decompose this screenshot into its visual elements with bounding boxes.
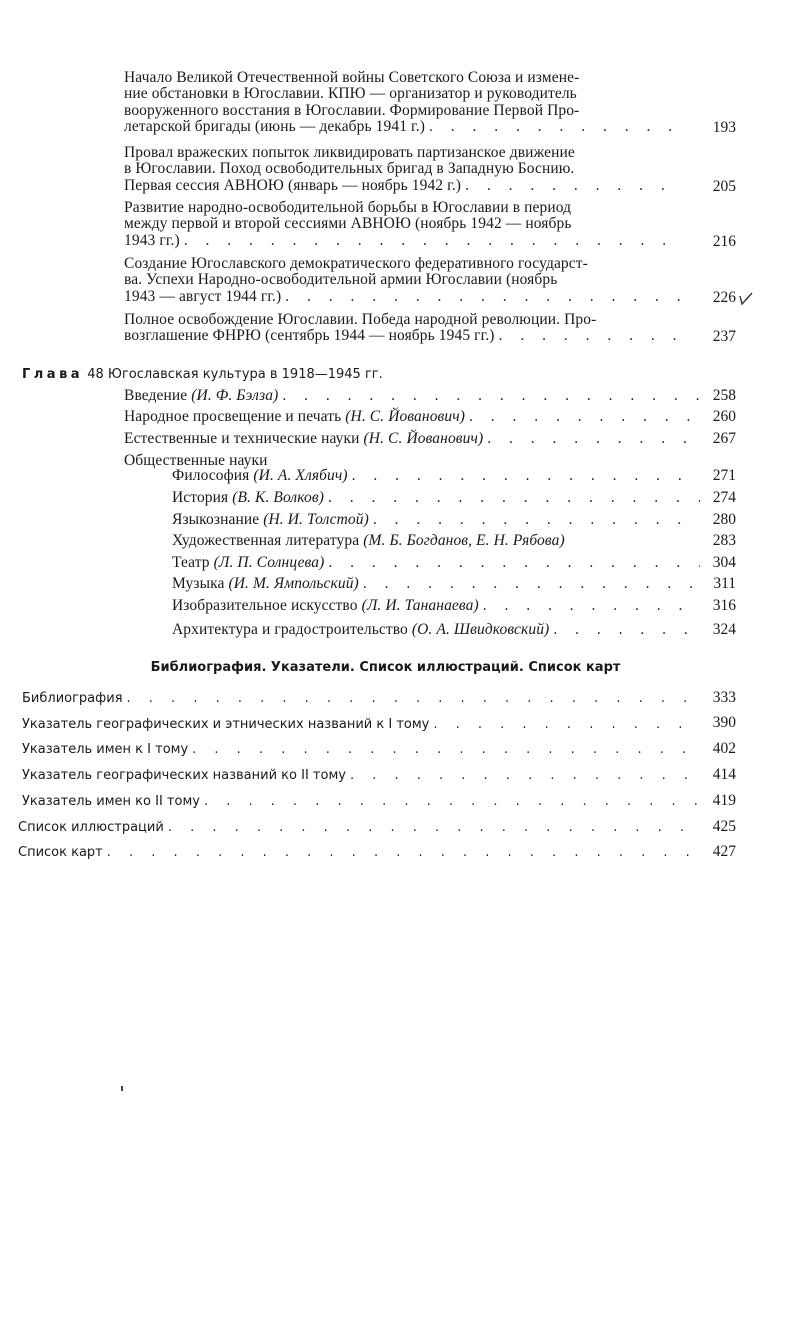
page-number: 258 bbox=[712, 387, 736, 404]
toc-entry bbox=[172, 489, 704, 507]
toc-entry bbox=[172, 621, 704, 639]
page-number: 414 bbox=[712, 766, 736, 783]
page-number: 237 bbox=[712, 328, 736, 345]
entry-title: Список иллюстраций bbox=[18, 820, 164, 835]
leader-dots bbox=[373, 511, 700, 529]
entry-title: Художественная литература bbox=[172, 532, 360, 549]
entry-title: Указатель имен ко II тому bbox=[22, 794, 200, 809]
page-number: 280 bbox=[712, 511, 736, 528]
toc-entry bbox=[172, 467, 704, 485]
leader-dots bbox=[328, 489, 700, 507]
toc-entry bbox=[22, 691, 704, 706]
toc-entry bbox=[124, 408, 704, 426]
leader-dots bbox=[352, 467, 700, 485]
toc-entry-line: вооруженного восстания в Югославии. Формирование Первой Про- bbox=[124, 101, 580, 119]
page-number: 402 bbox=[712, 740, 736, 757]
page-number: 316 bbox=[712, 597, 736, 614]
page-number: 419 bbox=[712, 792, 736, 809]
page-number: 427 bbox=[712, 843, 736, 860]
leader-dots bbox=[107, 845, 700, 860]
leader-dots bbox=[328, 554, 700, 572]
entry-title: Указатель географических названий ко II тому bbox=[22, 768, 346, 783]
toc-entry-line: ва. Успехи Народно-освободительной армии Югославии (ноябрь bbox=[124, 271, 558, 289]
entry-author: (О. А. Швидковский) bbox=[411, 621, 550, 638]
leader-dots bbox=[192, 742, 700, 757]
entry-author: (Н. И. Толстой) bbox=[263, 511, 369, 528]
leader-dots bbox=[363, 575, 700, 593]
toc-entry bbox=[18, 820, 704, 835]
chapter-label: Глава bbox=[22, 367, 84, 382]
toc-entry bbox=[172, 575, 704, 593]
page-number: 205 bbox=[712, 178, 736, 195]
page-number: 425 bbox=[712, 818, 736, 835]
entry-author: (И. А. Хлябич) bbox=[253, 467, 348, 484]
chapter-title: Югославская культура в 1918—1945 гг. bbox=[107, 367, 383, 382]
toc-entry-line: ние обстановки в Югославии. КПЮ — организатор и руководитель bbox=[124, 85, 577, 103]
entry-title: Указатель географических и этнических названий к I тому bbox=[22, 717, 430, 732]
toc-entry bbox=[22, 794, 704, 809]
entry-title: Библиография bbox=[22, 691, 123, 706]
leader-dots bbox=[285, 289, 680, 305]
leader-dots bbox=[168, 820, 700, 835]
toc-entry bbox=[22, 717, 704, 732]
entry-title: Языкознание bbox=[172, 511, 260, 528]
entry-author: (Н. С. Йованович) bbox=[345, 408, 465, 425]
leader-dots bbox=[487, 430, 700, 448]
toc-entry bbox=[18, 845, 704, 860]
page-number: 216 bbox=[712, 233, 736, 250]
leader-dots bbox=[282, 387, 700, 405]
toc-entry-line: между первой и второй сессиями АВНОЮ (ноябрь 1942 — ноябрь bbox=[124, 215, 572, 233]
toc-entry bbox=[22, 768, 704, 783]
entry-title: Музыка bbox=[172, 575, 225, 592]
leader-dots bbox=[483, 597, 700, 615]
chapter-heading bbox=[22, 367, 383, 382]
toc-entry-line: возглашение ФНРЮ (сентябрь 1944 — ноябрь 1945 гг.) bbox=[124, 327, 495, 345]
toc-entry-line: Первая сессия АВНОЮ (январь — ноябрь 1942 г.) bbox=[124, 176, 462, 194]
entry-title: Народное просвещение и печать bbox=[124, 408, 342, 425]
section-title: Библиография. Указатели. Список иллюстраций. Список карт bbox=[150, 660, 621, 675]
toc-entry-line: летарской бригады (июнь — декабрь 1941 г.) bbox=[124, 117, 425, 135]
entry-author: (Л. П. Солнцева) bbox=[213, 554, 325, 571]
page-number: 283 bbox=[712, 532, 736, 549]
toc-entry bbox=[124, 430, 704, 448]
toc-entry bbox=[172, 511, 704, 529]
toc-entry bbox=[22, 742, 704, 757]
entry-title: Указатель имен к I тому bbox=[22, 742, 189, 757]
chapter-number: 48 bbox=[87, 367, 104, 382]
page-number: 390 bbox=[712, 714, 736, 731]
toc-entry-line: Развитие народно-освободительной борьбы в Югославии в период bbox=[124, 199, 572, 216]
entry-title: Философия bbox=[172, 467, 250, 484]
toc-entry-line: Создание Югославского демократического федеративного государст- bbox=[124, 255, 588, 272]
toc-entry bbox=[124, 200, 684, 249]
page-number: 324 bbox=[712, 621, 736, 638]
toc-entry bbox=[124, 256, 684, 305]
leader-dots bbox=[469, 408, 700, 426]
toc-entry-line: 1943 гг.) bbox=[124, 231, 180, 249]
section-heading bbox=[0, 660, 795, 675]
leader-dots bbox=[127, 691, 700, 706]
page-number: 311 bbox=[713, 575, 736, 592]
entry-title: Естественные и технические науки bbox=[124, 430, 360, 447]
entry-author: (Н. С. Йованович) bbox=[363, 430, 484, 447]
entry-title: Театр bbox=[172, 554, 210, 571]
toc-entry bbox=[172, 532, 704, 550]
entry-title: Изобразительное искусство bbox=[172, 597, 358, 614]
page-number: 260 bbox=[712, 408, 736, 425]
leader-dots bbox=[499, 328, 680, 344]
toc-entry-line: в Югославии. Поход освободительных бригад в Западную Боснию. bbox=[124, 160, 575, 178]
entry-title: Введение bbox=[124, 387, 188, 404]
toc-entry bbox=[124, 387, 704, 405]
page-number: 267 bbox=[712, 430, 736, 447]
entry-title: Архитектура и градостроительство bbox=[172, 621, 408, 638]
entry-author: (М. Б. Богданов, Е. Н. Рябова) bbox=[363, 532, 565, 549]
page-number: 274 bbox=[712, 489, 736, 506]
entry-title: Список карт bbox=[18, 845, 103, 860]
toc-entry-line: Полное освобождение Югославии. Победа народной революции. Про- bbox=[124, 311, 597, 328]
entry-author: (И. М. Ямпольский) bbox=[228, 575, 359, 592]
leader-dots bbox=[204, 794, 700, 809]
toc-entry-line: Начало Великой Отечественной войны Советского Союза и измене- bbox=[124, 69, 580, 86]
entry-author: (В. К. Волков) bbox=[232, 489, 324, 506]
leader-dots bbox=[433, 717, 700, 732]
toc-entry bbox=[124, 70, 684, 135]
leader-dots bbox=[429, 119, 680, 135]
toc-entry bbox=[172, 554, 704, 572]
page-number: 304 bbox=[712, 554, 736, 571]
toc-entry-line: Провал вражеских попыток ликвидировать партизанское движение bbox=[124, 144, 575, 161]
entry-author: (И. Ф. Бэлза) bbox=[191, 387, 279, 404]
scan-artifact bbox=[121, 1086, 123, 1091]
page-number: 271 bbox=[712, 467, 736, 484]
leader-dots bbox=[465, 178, 680, 194]
toc-entry bbox=[124, 145, 684, 194]
handwritten-check-icon bbox=[738, 290, 754, 306]
page-number: 226 bbox=[712, 289, 736, 306]
leader-dots bbox=[553, 621, 700, 639]
page-number: 193 bbox=[712, 119, 736, 136]
toc-entry-line: 1943 — август 1944 гг.) bbox=[124, 287, 282, 305]
entry-author: (Л. И. Тананаева) bbox=[361, 597, 479, 614]
leader-dots bbox=[184, 233, 680, 249]
toc-entry bbox=[124, 312, 684, 345]
subsection-title: Общественные науки bbox=[124, 452, 268, 469]
leader-dots bbox=[350, 768, 700, 783]
toc-entry bbox=[172, 597, 704, 615]
page-number: 333 bbox=[712, 689, 736, 706]
entry-title: История bbox=[172, 489, 229, 506]
